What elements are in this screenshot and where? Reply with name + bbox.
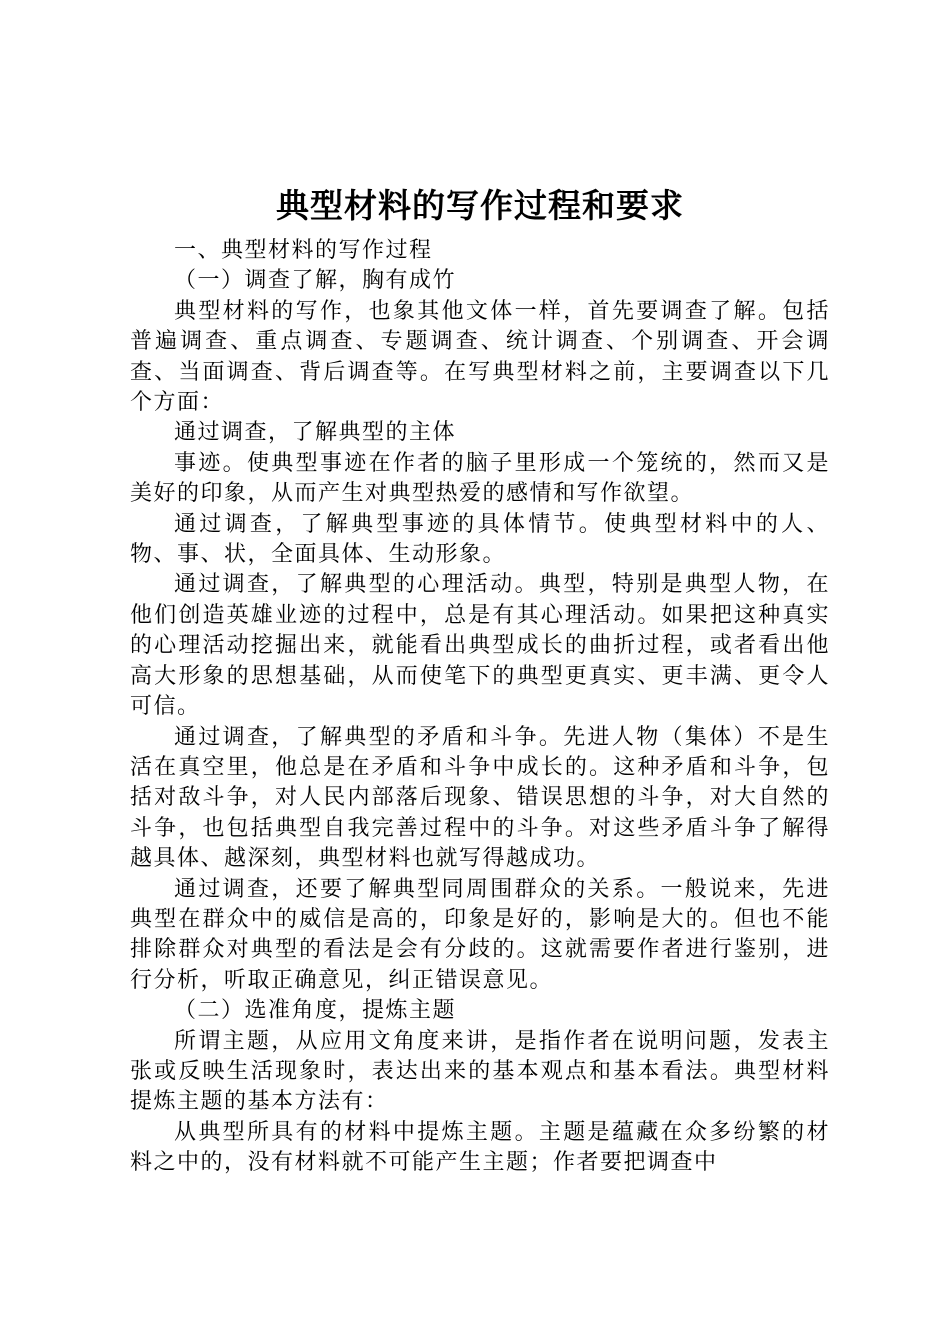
body-paragraph: 从典型所具有的材料中提炼主题。主题是蕴藏在众多纷繁的材料之中的，没有材料就不可能产生主题；作者要把调查中 [130, 1119, 830, 1176]
body-paragraph: 典型材料的写作，也象其他文体一样，首先要调查了解。包括普遍调查、重点调查、专题调查、统计调查、个别调查、开会调查、当面调查、背后调查等。在写典型材料之前，主要调查以下几个方面： [130, 298, 830, 416]
body-paragraph: 通过调查，了解典型事迹的具体情节。使典型材料中的人、物、事、状，全面具体、生动形象。 [130, 511, 830, 568]
body-paragraph: 所谓主题，从应用文角度来讲，是指作者在说明问题，发表主张或反映生活现象时，表达出来的基本观点和基本看法。典型材料提炼主题的基本方法有： [130, 1028, 830, 1115]
body-paragraph: 通过调查，了解典型的主体 [174, 420, 457, 446]
subsection-heading-2: （二）选准角度，提炼主题 [174, 998, 457, 1024]
body-paragraph: 事迹。使典型事迹在作者的脑子里形成一个笼统的，然而又是美好的印象，从而产生对典型热爱的感情和写作欲望。 [130, 450, 830, 507]
subsection-heading-1: （一）调查了解，胸有成竹 [174, 268, 457, 294]
document-page [130, 180, 830, 1179]
body-paragraph: 通过调查，了解典型的心理活动。典型，特别是典型人物，在他们创造英雄业迹的过程中，总是有其心理活动。如果把这种真实的心理活动挖掘出来，就能看出典型成长的曲折过程，或者看出他高大形象的思想基础，从而使笔下的典型更真实、更丰满、更令人可信。 [130, 572, 830, 720]
section-heading-1: 一、典型材料的写作过程 [174, 238, 433, 263]
document-title: 典型材料的写作过程和要求 [276, 186, 684, 225]
body-paragraph: 通过调查，还要了解典型同周围群众的关系。一般说来，先进典型在群众中的威信是高的，印象是好的，影响是大的。但也不能排除群众对典型的看法是会有分歧的。这就需要作者进行鉴别，进行分析，听取正确意见，纠正错误意见。 [130, 876, 830, 993]
body-paragraph: 通过调查，了解典型的矛盾和斗争。先进人物（集体）不是生活在真空里，他总是在矛盾和斗争中成长的。这种矛盾和斗争，包括对敌斗争，对人民内部落后现象、错误思想的斗争，对大自然的斗争，也包括典型自我完善过程中的斗争。对这些矛盾斗争了解得越具体、越深刻，典型材料也就写得越成功。 [130, 724, 830, 872]
